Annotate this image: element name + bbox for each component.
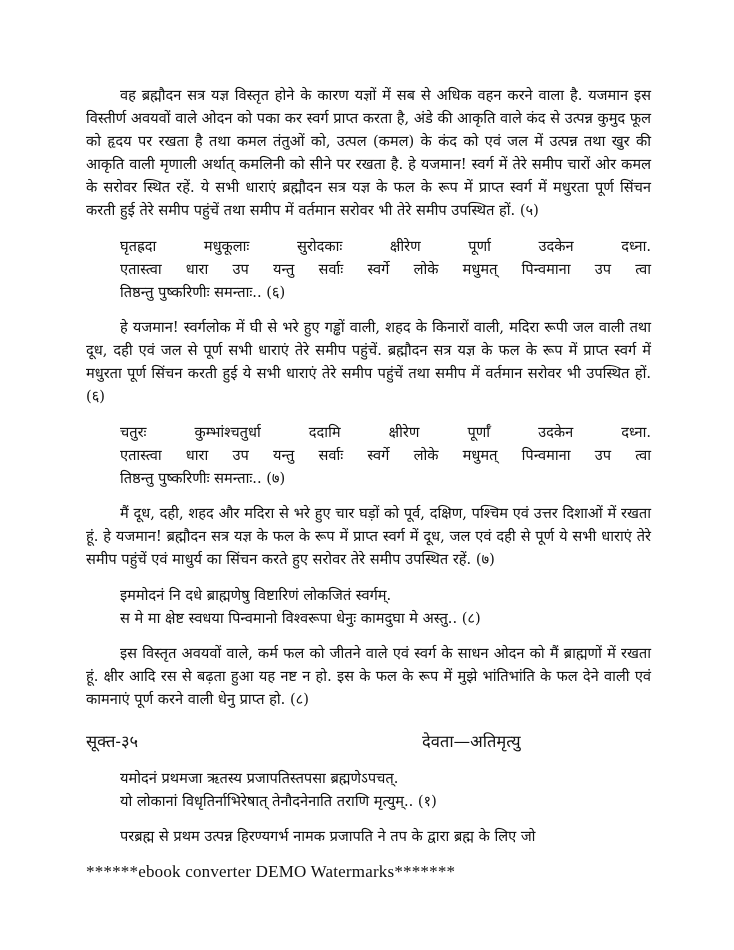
- verse-line: यो लोकानां विधृतिर्नाभिरेषात् तेनौदनेनाति तराणि मृत्युम्.. (१): [120, 793, 437, 810]
- commentary-paragraph: हे यजमान! स्वर्गलोक में घी से भरे हुए गड्ढों वाली, शहद के किनारों वाली, मदिरा रूपी जल वाली तथा दूध, दही एवं जल से पूर्ण सभी धाराएं तेरे समीप पहुंचें. ब्रह्मौदन सत्र यज्ञ के फल के रूप में प्राप्त स्वर्ग में मधुरता पूर्ण सिंचन करती हुई ये सभी धाराएं तेरे समीप पहुंचें तथा समीप में वर्तमान सरोवर भी उपस्थित हों. (६): [86, 319, 651, 405]
- watermark-footer: ******ebook converter DEMO Watermarks*******: [86, 862, 456, 881]
- verse-line: चतुरः कुम्भांश्चतुर्धा ददामि क्षीरेण पूर्णाँ उदकेन दध्ना.: [120, 424, 651, 441]
- commentary-paragraph: मैं दूध, दही, शहद और मदिरा से भरे हुए चार घड़ों को पूर्व, दक्षिण, पश्चिम एवं उत्तर दिशाओं में रखता हूं. हे यजमान! ब्रह्मौदन सत्र यज्ञ के फल के रूप में प्राप्त स्वर्ग में दूध, जल एवं दही से पूर्ण ये सभी धाराएं तेरे समीप पहुंचें एवं माधुर्य का सिंचन करते हुए सरोवर तेरे समीप उपस्थित रहें. (७): [86, 505, 651, 568]
- sanskrit-verse-1: [86, 767, 651, 813]
- sukta-heading: [86, 729, 651, 757]
- commentary-paragraph: परब्रह्म से प्रथम उत्पन्न हिरण्यगर्भ नामक प्रजापति ने तप के द्वारा ब्रह्म के लिए जो: [120, 828, 536, 845]
- verse-line: यमोदनं प्रथमजा ऋतस्य प्रजापतिस्तपसा ब्रह्मणेऽपचत्.: [120, 770, 399, 787]
- verse-line: इममोदनं नि दधे ब्राह्मणेषु विष्टारिणं लोकजितं स्वर्गम्.: [120, 587, 392, 604]
- verse-line: एतास्त्वा धारा उप यन्तु सर्वाः स्वर्गे लोके मधुमत् पिन्वमाना उप त्वा: [120, 261, 651, 278]
- verse-line: घृतह्रदा मधुकूलाः सुरोदकाः क्षीरेण पूर्णा उदकेन दध्ना.: [120, 238, 651, 255]
- verse-line: स मे मा क्षेष्ट स्वधया पिन्वमानो विश्वरूपा धेनुः कामदुघा मे अस्तु.. (८): [120, 610, 481, 627]
- verse-line: तिष्ठन्तु पुष्करिणीः समन्ताः.. (६): [120, 284, 286, 301]
- sanskrit-verse-7: [86, 421, 651, 490]
- verse-line: तिष्ठन्तु पुष्करिणीः समन्ताः.. (७): [120, 470, 286, 487]
- document-page: [86, 84, 651, 861]
- commentary-paragraph: इस विस्तृत अवयवों वाले, कर्म फल को जीतने वाले एवं स्वर्ग के साधन ओदन को मैं ब्राह्मणों में रखता हूं. क्षीर आदि रस से बढ़ता हुआ यह नष्ट न हो. इस के फल के रूप में मुझे भांतिभांति के फल देने वाली एवं कामनाएं पूर्ण करने वाली धेनु प्राप्त हो. (८): [86, 645, 651, 708]
- sanskrit-verse-6: [86, 235, 651, 304]
- commentary-paragraph: वह ब्रह्मौदन सत्र यज्ञ विस्तृत होने के कारण यज्ञों में सब से अधिक वहन करने वाला है. यजमान इस विस्तीर्ण अवयवों वाले ओदन को पका कर स्वर्ग प्राप्त करता है, अंडे की आकृति वाले कंद से उत्पन्न कुमुद फूल को हृदय पर रखता है तथा कमल तंतुओं को, उत्पल (कमल) के कंद को एवं जल में उत्पन्न तथा खुर की आकृति वाली मृणाली अर्थात् कमलिनी को सीने पर रखता है. हे यजमान! स्वर्ग में तेरे समीप चारों ओर कमल के सरोवर स्थित रहें. ये सभी धाराएं ब्रह्मौदन सत्र यज्ञ के फल के रूप में प्राप्त स्वर्ग में मधुरता पूर्ण सिंचन करती हुई तेरे समीप पहुंचें तथा समीप में वर्तमान सरोवर भी तेरे समीप उपस्थित हों. (५): [86, 87, 651, 219]
- verse-line: एतास्त्वा धारा उप यन्तु सर्वाः स्वर्गे लोके मधुमत् पिन्वमाना उप त्वा: [120, 447, 651, 464]
- sukta-number: सूक्त-३५: [86, 732, 139, 751]
- sanskrit-verse-8: [86, 584, 651, 630]
- sukta-devata: देवता—अतिमृत्यु: [422, 732, 521, 751]
